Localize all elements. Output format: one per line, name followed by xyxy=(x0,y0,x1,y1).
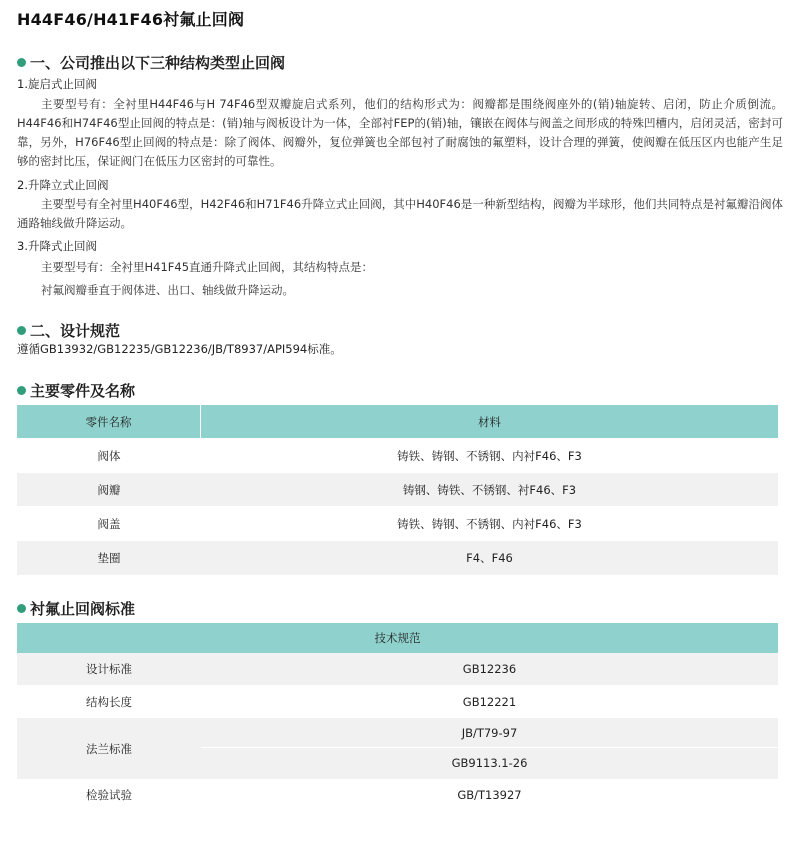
spec-value-cell: JB/T79-97 xyxy=(201,718,778,748)
table-row xyxy=(17,506,778,541)
table-row xyxy=(17,653,778,685)
bullet-dot-icon xyxy=(17,604,26,613)
parts-table xyxy=(17,405,778,575)
part-name-cell: 阀盖 xyxy=(97,516,121,531)
spec-label-cell: 法兰标准 xyxy=(86,741,132,756)
part-name-cell: 阀瓣 xyxy=(97,482,121,497)
table-row xyxy=(17,541,778,575)
section-heading-text: 二、设计规范 xyxy=(30,322,121,340)
section-heading-text: 主要零件及名称 xyxy=(30,382,136,400)
header-part-name: 零件名称 xyxy=(17,405,201,438)
table-row xyxy=(17,438,778,473)
material-cell: 铸铁、铸钢、不锈钢、内衬F46、F3 xyxy=(397,448,582,463)
header-tech-spec: 技术规范 xyxy=(374,631,421,645)
table-row xyxy=(17,718,778,779)
spec-value-cell: GB/T13927 xyxy=(457,788,522,802)
part-name-cell: 垫圈 xyxy=(97,551,121,565)
subheading-swing-check: 1.旋启式止回阀 xyxy=(17,77,97,91)
paragraph-lift-vertical-check: 主要型号有全衬里H40F46型，H42F46和H71F46升降立式止回阀，其中H40F46是一种新型结构，阀瓣为半球形，他们共同特点是衬氟瓣沿阀体通路轴线做升降运动。 xyxy=(17,197,783,230)
spec-label-cell: 设计标准 xyxy=(86,662,132,676)
section-heading-standards xyxy=(17,598,135,619)
lift-check-line-1: 主要型号有：全衬里H41F45直通升降式止回阀，其结构特点是： xyxy=(41,260,374,274)
material-cell: 铸钢、铸铁、不锈钢、衬F46、F3 xyxy=(402,482,577,497)
lift-check-line-2: 衬氟阀瓣垂直于阀体进、出口、轴线做升降运动。 xyxy=(41,283,294,297)
table-row xyxy=(17,779,778,811)
bullet-dot-icon xyxy=(17,58,26,67)
spec-label-cell: 检验试验 xyxy=(86,788,132,802)
header-material: 材料 xyxy=(478,414,501,429)
spec-value-cell: GB12236 xyxy=(462,662,517,676)
bullet-dot-icon xyxy=(17,326,26,335)
bullet-dot-icon xyxy=(17,386,26,395)
table-header-row xyxy=(17,623,778,653)
spec-value-group xyxy=(201,718,778,779)
design-standards-text: 遵循GB13932/GB12235/GB12236/JB/T8937/API594标准。 xyxy=(17,342,342,356)
standards-table xyxy=(17,623,778,811)
section-heading-text: 衬氟止回阀标准 xyxy=(30,600,136,618)
subheading-lift-check: 3.升降式止回阀 xyxy=(17,239,97,253)
subheading-lift-vertical-check: 2.升降立式止回阀 xyxy=(17,178,109,192)
table-header-row xyxy=(17,405,778,438)
section-heading-design xyxy=(17,320,120,341)
material-cell: F4、F46 xyxy=(466,551,513,565)
page-title: H44F46/H41F46衬氟止回阀 xyxy=(17,10,245,29)
spec-label-cell: 结构长度 xyxy=(86,694,132,709)
table-row xyxy=(17,473,778,506)
section-heading-parts xyxy=(17,380,135,401)
paragraph-swing-check: 主要型号有：全衬里H44F46与H 74F46型双瓣旋启式系列，他们的结构形式为：阀瓣都是围绕阀座外的(销)轴旋转、启闭，防止介质倒流。H44F46和H74F46型止回阀的特点是：(销)轴与阀板设计为一体，全部衬FEP的(销)轴，镶嵌在阀体与阀盖之间形成的特殊凹槽内，启闭灵活，密封可靠，另外，H76F46型止回阀的特点是：除了阀体、阀瓣外，复位弹簧也全部包衬了耐腐蚀的氟塑料，设计合理的弹簧，使阀瓣在低压区内也能产生足够的密封比压，保证阀门在低压力区密封的可靠性。 xyxy=(17,97,783,168)
section-heading-products xyxy=(17,52,285,73)
spec-value-cell: GB9113.1-26 xyxy=(451,756,528,770)
part-name-cell: 阀体 xyxy=(97,448,121,463)
material-cell: 铸铁、铸钢、不锈钢、内衬F46、F3 xyxy=(397,516,582,531)
spec-value-cell: GB12221 xyxy=(462,694,517,709)
section-heading-text: 一、公司推出以下三种结构类型止回阀 xyxy=(30,54,286,72)
table-row xyxy=(17,685,778,718)
